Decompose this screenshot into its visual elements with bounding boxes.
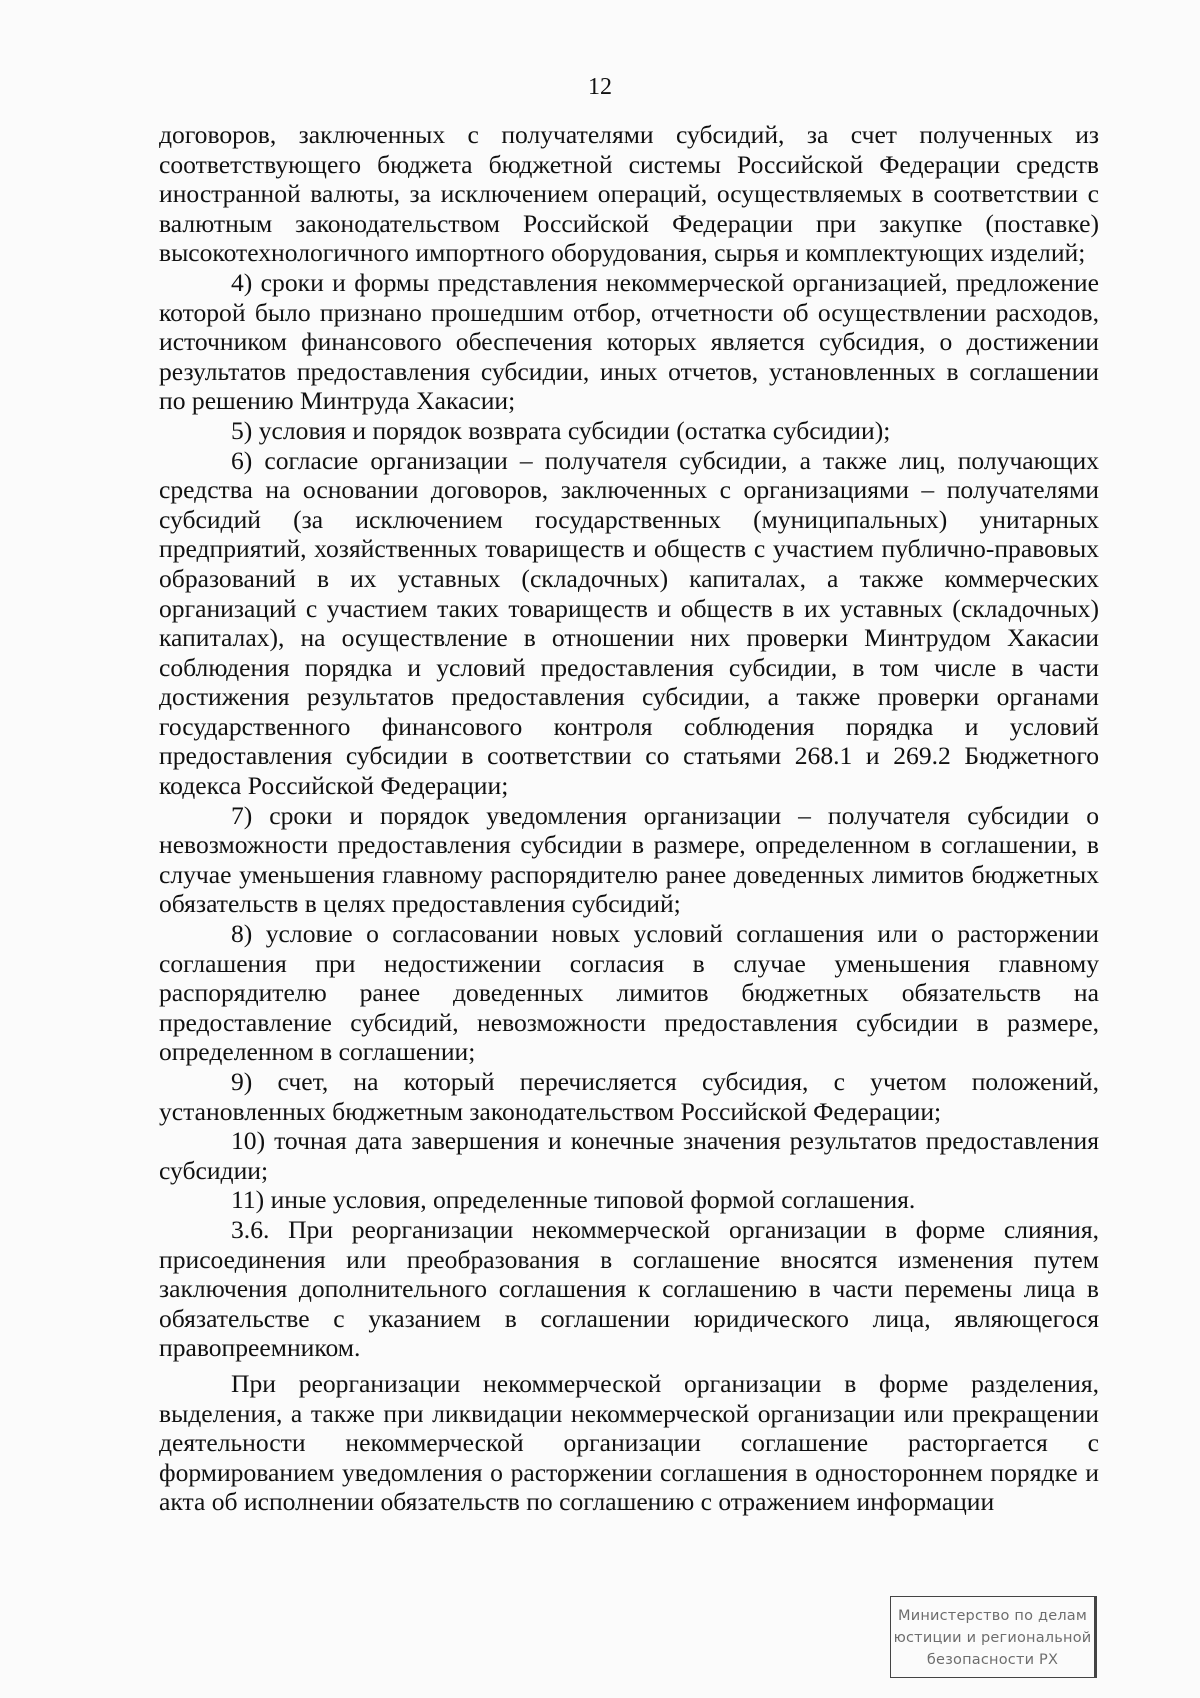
paragraph: При реорганизации некоммерческой организации в форме разделения, выделения, а также при ликвидации некоммерческой организации или прекращении деятельности некоммерческой организации соглашение расторгается с формированием уведомления о расторжении соглашения в одностороннем порядке и акта об исполнении обязательств по соглашению с отражением информации <box>159 1368 1099 1517</box>
stamp-line: Министерство по делам <box>897 1608 1088 1624</box>
stamp-line: безопасности РХ <box>926 1652 1059 1668</box>
paragraph: 10) точная дата завершения и конечные значения результатов предоставления субсидии; <box>159 1126 1099 1185</box>
stamp-line: юстиции и региональной <box>893 1630 1092 1646</box>
paragraph: 8) условие о согласовании новых условий соглашения или о расторжении соглашения при недостижении согласия в случае уменьшения главному распорядителю ранее доведенных лимитов бюджетных обязательств на предоставление субсидий, невозможности предоставления субсидии в размере, определенном в соглашении; <box>159 919 1099 1067</box>
paragraph: 7) сроки и порядок уведомления организации – получателя субсидии о невозможности предоставления субсидии в размере, определенном в соглашении, в случае уменьшения главному распорядителю ранее доведенных лимитов бюджетных обязательств в целях предоставления субсидий; <box>159 800 1099 919</box>
paragraph: 6) согласие организации – получателя субсидии, а также лиц, получающих средства на основании договоров, заключенных с организациями – получателями субсидий (за исключением государственных (муниципальных) унитарных предприятий, хозяйственных товариществ и обществ с участием публично-правовых образований в их уставных (складочных) капиталах, а также коммерческих организаций с участием таких товариществ и обществ в их уставных (складочных) капиталах), на осуществление в отношении них проверки Минтрудом Хакасии соблюдения порядка и условий предоставления субсидии, в том числе в части достижения результатов предоставления субсидии, а также проверки органами государственного финансового контроля соблюдения порядка и условий предоставления субсидии в соответствии со статьями 268.1 и 269.2 Бюджетного кодекса Российской Федерации; <box>159 445 1099 801</box>
registration-stamp <box>890 1596 1097 1678</box>
paragraph: 9) счет, на который перечисляется субсидия, с учетом положений, установленных бюджетным законодательством Российской Федерации; <box>159 1067 1099 1126</box>
paragraph: 4) сроки и формы представления некоммерческой организацией, предложение которой было признано прошедшим отбор, отчетности об осуществлении расходов, источником финансового обеспечения которых является субсидия, о достижении результатов предоставления субсидии, иных отчетов, установленных в соглашении по решению Минтруда Хакасии; <box>159 267 1099 416</box>
paragraph: 3.6. При реорганизации некоммерческой организации в форме слияния, присоединения или преобразования в соглашение вносятся изменения путем заключения дополнительного соглашения к соглашению в части перемены лица в обязательстве с указанием в соглашении юридического лица, являющегося правопреемником. <box>159 1214 1099 1363</box>
document-body <box>159 120 1099 1517</box>
page-number: 12 <box>588 74 612 100</box>
paragraph: 11) иные условия, определенные типовой формой соглашения. <box>231 1185 916 1215</box>
paragraph: 5) условия и порядок возврата субсидии (остатка субсидии); <box>231 415 891 445</box>
paragraph: договоров, заключенных с получателями субсидий, за счет полученных из соответствующего бюджета бюджетной системы Российской Федерации средств иностранной валюты, за исключением операций, осуществляемых в соответствии с валютным законодательством Российской Федерации при закупке (поставке) высокотехнологичного импортного оборудования, сырья и комплектующих изделий; <box>159 120 1099 268</box>
